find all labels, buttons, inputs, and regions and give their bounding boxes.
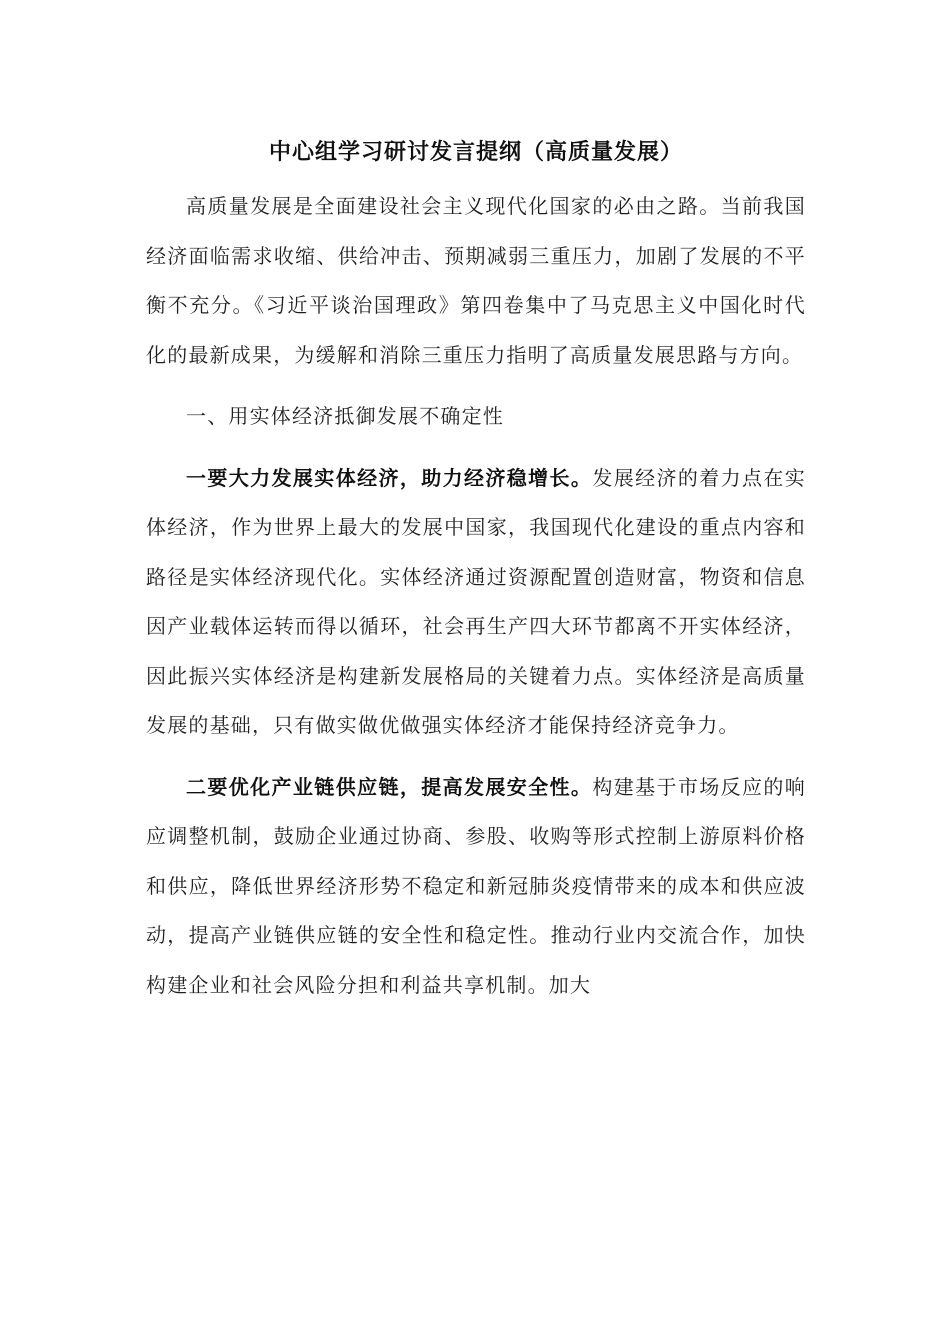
point-body-1: 发展经济的着力点在实体经济，作为世界上最大的发展中国家，我国现代化建设的重点内容和路径是实体经济现代化。实体经济通过资源配置创造财富，物资和信息因产业载体运转而得以循环，社会再生产四大环节都离不开实体经济，因此振兴实体经济是构建新发展格局的关键着力点。实体经济是高质量发展的基础，只有做实做优做强实体经济才能保持经济竞争力。 [146,465,806,737]
point-lead-2: 二要优化产业链供应链，提高发展安全性。 [186,774,593,799]
document-body [146,128,806,1010]
section-heading: 一、用实体经济抵御发展不确定性 [186,404,504,428]
point-body-2: 构建基于市场反应的响应调整机制，鼓励企业通过协商、参股、收购等形式控制上游原料价格和供应，降低世界经济形势不稳定和新冠肺炎疫情带来的成本和供应波动，提高产业链供应链的安全性和稳定性。推动行业内交流合作，加快构建企业和社会风险分担和利益共享机制。加大 [146,774,806,997]
point-paragraph-1 [146,454,806,751]
point-paragraph-2 [146,763,806,1011]
document-title: 中心组学习研讨发言提纲（高质量发展） [268,139,683,165]
point-lead-1: 一要大力发展实体经济，助力经济稳增长。 [186,465,593,490]
intro-paragraph: 高质量发展是全面建设社会主义现代化国家的必由之路。当前我国经济面临需求收缩、供给冲击、预期减弱三重压力，加剧了发展的不平衡不充分。《习近平谈治国理政》第四卷集中了马克思主义中国化时代化的最新成果，为缓解和消除三重压力指明了高质量发展思路与方向。 [146,194,806,367]
